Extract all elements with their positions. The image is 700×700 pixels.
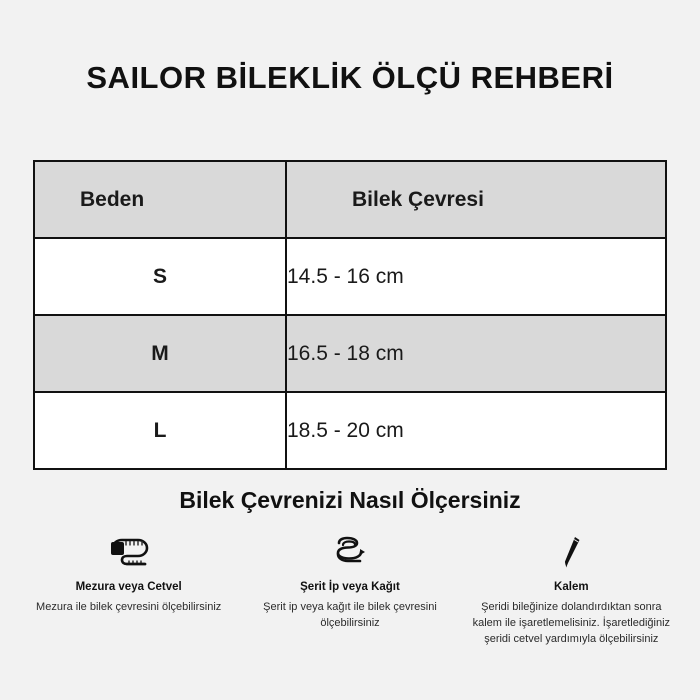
step-description: Mezura ile bilek çevresini ölçebilirsiniz [36,601,222,613]
howto-section-title: Bilek Çevrenizi Nasıl Ölçersiniz [179,487,521,513]
column-header-measurement: Bilek Çevresi [286,161,666,238]
step-description: Şeridi bileğinize dolandırdıktan sonra kalem ile işaretlemelisiniz. İşaretlediğiniz şeridi cetvel yardımıyla ölçebilirsiniz [472,601,671,645]
cell-measurement: 16.5 - 18 cm [286,315,666,392]
howto-steps [18,533,682,648]
cell-size: M [34,315,286,392]
table-row [34,392,666,469]
cell-size: L [34,392,286,469]
page-title: SAILOR BİLEKLİK ÖLÇÜ REHBERİ [86,60,614,95]
column-header-size: Beden [34,161,286,238]
cell-measurement: 18.5 - 20 cm [286,392,666,469]
step-description: Şerit ip veya kağıt ile bilek çevresini ölçebilirsiniz [263,601,437,629]
table-row [34,315,666,392]
table-header-row [34,161,666,238]
list-item [239,533,460,632]
step-title: Mezura veya Cetvel [75,581,182,593]
ribbon-paper-icon [245,533,454,575]
size-table-body [34,238,666,469]
table-row [34,238,666,315]
list-item [18,533,239,616]
cell-size: S [34,238,286,315]
size-table-header [34,161,666,238]
tape-measure-icon [24,533,233,575]
pen-icon [467,533,676,575]
step-title: Kalem [554,581,589,593]
list-item [461,533,682,648]
cell-measurement: 14.5 - 16 cm [286,238,666,315]
step-title: Şerit İp veya Kağıt [300,581,400,593]
size-table [33,160,667,470]
